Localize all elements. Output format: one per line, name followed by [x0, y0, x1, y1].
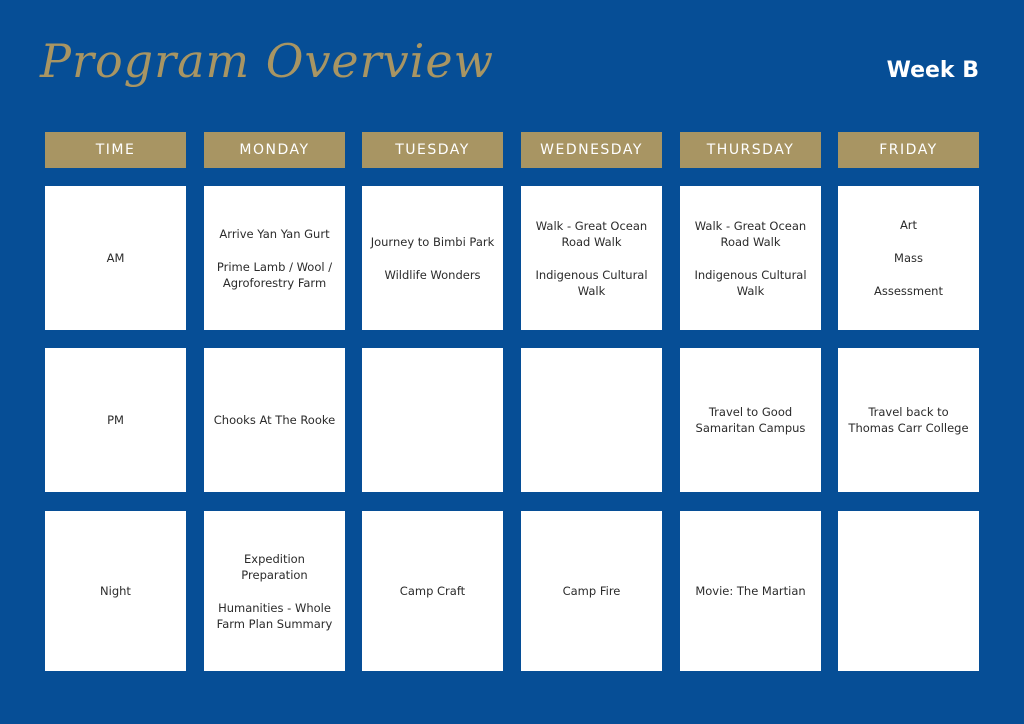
cell-am-time	[45, 186, 186, 330]
cell-am-wednesday	[521, 186, 662, 330]
activity: Movie: The Martian	[695, 584, 806, 598]
cell-am-friday	[838, 186, 979, 330]
activity: Wildlife Wonders	[384, 267, 481, 282]
week-label: Week B	[886, 58, 979, 83]
activity: Chooks At The Rooke	[213, 413, 336, 427]
cell-night-time	[45, 511, 186, 671]
activity: Art	[899, 218, 918, 232]
activity: Travel back to Thomas Carr College	[848, 405, 969, 435]
activity: Camp Craft	[399, 584, 466, 598]
cell-pm-monday	[204, 348, 345, 492]
activity: Travel to Good Samaritan Campus	[695, 405, 806, 435]
cell-pm-wednesday	[521, 348, 662, 492]
time-label: PM	[107, 413, 124, 427]
activity: Mass	[894, 251, 923, 265]
time-label: AM	[106, 251, 125, 265]
activity: Expedition Preparation	[241, 551, 308, 582]
activity: Indigenous Cultural Walk	[694, 267, 807, 298]
page-title: Program Overview	[40, 34, 494, 88]
cell-pm-time	[45, 348, 186, 492]
cell-night-friday	[838, 511, 979, 671]
header-time: TIME	[45, 132, 186, 168]
cell-am-thursday	[680, 186, 821, 330]
header-friday: FRIDAY	[838, 132, 979, 168]
header-monday: MONDAY	[204, 132, 345, 168]
header-tuesday: TUESDAY	[362, 132, 503, 168]
header-wednesday: WEDNESDAY	[521, 132, 662, 168]
cell-night-tuesday	[362, 511, 503, 671]
cell-night-wednesday	[521, 511, 662, 671]
cell-am-tuesday	[362, 186, 503, 330]
cell-pm-tuesday	[362, 348, 503, 492]
header-thursday: THURSDAY	[680, 132, 821, 168]
activity: Camp Fire	[562, 584, 621, 598]
cell-night-monday	[204, 511, 345, 671]
activity: Assessment	[874, 284, 943, 298]
activity: Humanities - Whole Farm Plan Summary	[216, 600, 333, 631]
activity: Prime Lamb / Wool / Agroforestry Farm	[216, 259, 333, 290]
cell-pm-thursday	[680, 348, 821, 492]
activity: Indigenous Cultural Walk	[535, 267, 648, 298]
cell-pm-friday	[838, 348, 979, 492]
cell-am-monday	[204, 186, 345, 330]
cell-night-thursday	[680, 511, 821, 671]
activity: Arrive Yan Yan Gurt	[219, 226, 330, 241]
activity: Walk - Great Ocean Road Walk	[694, 218, 807, 249]
time-label: Night	[100, 584, 131, 598]
activity: Journey to Bimbi Park	[370, 234, 495, 249]
activity: Walk - Great Ocean Road Walk	[535, 218, 648, 249]
